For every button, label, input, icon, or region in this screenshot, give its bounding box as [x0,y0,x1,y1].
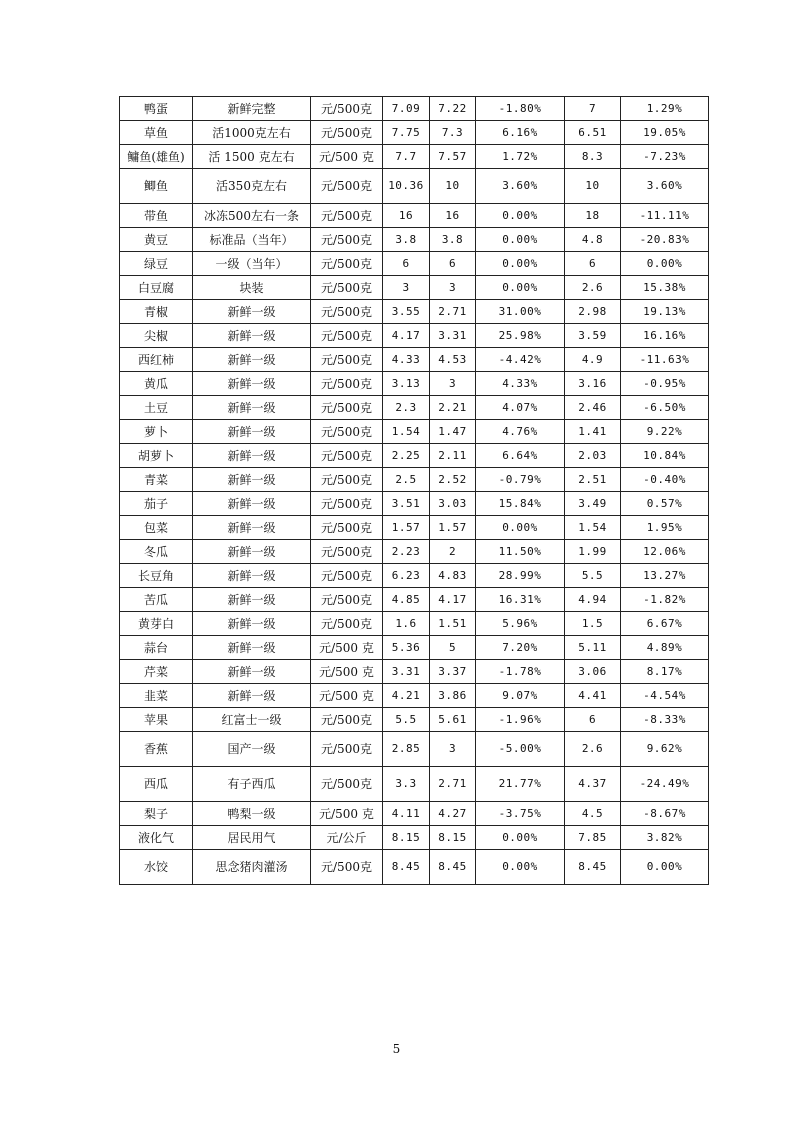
cell-price-previous: 3 [430,732,476,767]
cell-price-reference: 4.37 [565,767,621,802]
table-row [120,169,709,204]
cell-change-reference: 19.13% [621,300,709,324]
cell-change-previous: -1.96% [476,708,565,732]
cell-item-name: 梨子 [120,802,193,826]
cell-change-reference: -0.40% [621,468,709,492]
cell-spec: 国产一级 [193,732,311,767]
cell-change-previous: -4.42% [476,348,565,372]
cell-change-reference: -11.11% [621,204,709,228]
table-row [120,660,709,684]
cell-change-reference: 15.38% [621,276,709,300]
table-row [120,252,709,276]
cell-price-current: 3.8 [383,228,430,252]
cell-item-name: 绿豆 [120,252,193,276]
table-row [120,492,709,516]
cell-change-previous: 0.00% [476,516,565,540]
cell-unit: 元/500 克 [311,660,383,684]
cell-item-name: 尖椒 [120,324,193,348]
cell-price-current: 4.11 [383,802,430,826]
cell-unit: 元/500克 [311,324,383,348]
cell-spec: 新鲜一级 [193,420,311,444]
cell-price-previous: 4.17 [430,588,476,612]
table-row [120,588,709,612]
cell-price-current: 1.57 [383,516,430,540]
cell-item-name: 水饺 [120,850,193,885]
cell-change-previous: 7.20% [476,636,565,660]
cell-change-previous: 25.98% [476,324,565,348]
cell-change-reference: 19.05% [621,121,709,145]
cell-change-previous: 4.76% [476,420,565,444]
cell-unit: 元/500克 [311,767,383,802]
cell-spec: 新鲜一级 [193,300,311,324]
cell-price-reference: 3.16 [565,372,621,396]
cell-price-current: 4.33 [383,348,430,372]
cell-change-reference: -11.63% [621,348,709,372]
cell-unit: 元/公斤 [311,826,383,850]
cell-change-reference: 8.17% [621,660,709,684]
cell-spec: 新鲜一级 [193,348,311,372]
cell-price-reference: 2.6 [565,276,621,300]
cell-unit: 元/500克 [311,300,383,324]
price-table [119,96,709,885]
cell-item-name: 草鱼 [120,121,193,145]
cell-item-name: 鲫鱼 [120,169,193,204]
cell-price-reference: 6 [565,708,621,732]
cell-item-name: 长豆角 [120,564,193,588]
cell-price-reference: 6 [565,252,621,276]
cell-item-name: 黄瓜 [120,372,193,396]
cell-unit: 元/500克 [311,252,383,276]
cell-price-reference: 4.5 [565,802,621,826]
cell-price-previous: 3 [430,276,476,300]
cell-change-reference: 6.67% [621,612,709,636]
cell-price-current: 8.45 [383,850,430,885]
cell-spec: 红富士一级 [193,708,311,732]
cell-price-reference: 2.98 [565,300,621,324]
table-row [120,708,709,732]
cell-change-previous: -1.80% [476,97,565,121]
cell-spec: 新鲜一级 [193,588,311,612]
cell-price-current: 1.6 [383,612,430,636]
cell-change-reference: 9.22% [621,420,709,444]
cell-change-reference: -8.67% [621,802,709,826]
cell-price-previous: 3.86 [430,684,476,708]
cell-unit: 元/500克 [311,396,383,420]
cell-change-previous: 0.00% [476,826,565,850]
cell-item-name: 苹果 [120,708,193,732]
table-row [120,767,709,802]
table-row [120,324,709,348]
cell-unit: 元/500克 [311,420,383,444]
cell-price-reference: 7 [565,97,621,121]
cell-price-reference: 1.5 [565,612,621,636]
cell-price-previous: 2.21 [430,396,476,420]
cell-spec: 新鲜一级 [193,396,311,420]
cell-price-reference: 4.94 [565,588,621,612]
cell-price-reference: 3.59 [565,324,621,348]
cell-price-reference: 8.3 [565,145,621,169]
cell-price-current: 4.17 [383,324,430,348]
table-row [120,468,709,492]
cell-unit: 元/500 克 [311,145,383,169]
cell-spec: 鸭梨一级 [193,802,311,826]
cell-spec: 活350克左右 [193,169,311,204]
cell-price-previous: 1.57 [430,516,476,540]
cell-item-name: 韭菜 [120,684,193,708]
cell-unit: 元/500克 [311,564,383,588]
cell-change-reference: 1.95% [621,516,709,540]
cell-change-reference: 4.89% [621,636,709,660]
cell-price-previous: 3.03 [430,492,476,516]
cell-change-previous: 0.00% [476,850,565,885]
cell-price-previous: 3.8 [430,228,476,252]
cell-change-previous: 31.00% [476,300,565,324]
cell-price-previous: 2 [430,540,476,564]
cell-price-current: 4.21 [383,684,430,708]
cell-change-previous: 1.72% [476,145,565,169]
cell-item-name: 西瓜 [120,767,193,802]
cell-spec: 新鲜一级 [193,540,311,564]
cell-price-current: 2.23 [383,540,430,564]
cell-unit: 元/500克 [311,97,383,121]
cell-price-current: 2.25 [383,444,430,468]
cell-price-reference: 6.51 [565,121,621,145]
cell-price-reference: 3.49 [565,492,621,516]
page-number: 5 [392,1042,401,1056]
cell-price-current: 3.3 [383,767,430,802]
cell-item-name: 黄豆 [120,228,193,252]
cell-change-previous: 3.60% [476,169,565,204]
cell-change-reference: -7.23% [621,145,709,169]
cell-item-name: 液化气 [120,826,193,850]
table-row [120,516,709,540]
cell-spec: 标准品（当年） [193,228,311,252]
cell-change-previous: -3.75% [476,802,565,826]
table-row [120,396,709,420]
cell-price-previous: 8.15 [430,826,476,850]
cell-unit: 元/500克 [311,121,383,145]
cell-item-name: 包菜 [120,516,193,540]
cell-price-reference: 5.11 [565,636,621,660]
cell-change-previous: -1.78% [476,660,565,684]
cell-item-name: 黄芽白 [120,612,193,636]
cell-unit: 元/500克 [311,169,383,204]
cell-spec: 一级（当年） [193,252,311,276]
cell-unit: 元/500 克 [311,636,383,660]
cell-change-previous: 9.07% [476,684,565,708]
cell-price-current: 5.5 [383,708,430,732]
cell-price-current: 2.3 [383,396,430,420]
cell-change-previous: 21.77% [476,767,565,802]
cell-price-reference: 18 [565,204,621,228]
cell-item-name: 苦瓜 [120,588,193,612]
cell-price-previous: 2.71 [430,767,476,802]
table-row [120,826,709,850]
table-row [120,97,709,121]
table-row [120,300,709,324]
cell-price-previous: 3 [430,372,476,396]
cell-change-reference: -1.82% [621,588,709,612]
cell-price-current: 3.31 [383,660,430,684]
cell-price-previous: 6 [430,252,476,276]
cell-change-reference: 3.60% [621,169,709,204]
cell-price-current: 3.13 [383,372,430,396]
cell-price-previous: 1.51 [430,612,476,636]
cell-spec: 思念猪肉灌汤 [193,850,311,885]
table-row [120,802,709,826]
cell-change-reference: -20.83% [621,228,709,252]
cell-spec: 有子西瓜 [193,767,311,802]
cell-unit: 元/500 克 [311,684,383,708]
cell-item-name: 带鱼 [120,204,193,228]
cell-change-reference: 0.57% [621,492,709,516]
cell-unit: 元/500克 [311,228,383,252]
cell-price-previous: 2.71 [430,300,476,324]
cell-change-reference: -8.33% [621,708,709,732]
cell-change-previous: 5.96% [476,612,565,636]
cell-item-name: 青椒 [120,300,193,324]
cell-price-current: 2.85 [383,732,430,767]
cell-change-reference: 1.29% [621,97,709,121]
cell-price-reference: 5.5 [565,564,621,588]
table-row [120,444,709,468]
cell-item-name: 白豆腐 [120,276,193,300]
cell-item-name: 鳙鱼(雄鱼) [120,145,193,169]
cell-unit: 元/500克 [311,444,383,468]
cell-spec: 块装 [193,276,311,300]
cell-item-name: 蒜台 [120,636,193,660]
cell-spec: 新鲜一级 [193,324,311,348]
cell-price-reference: 1.99 [565,540,621,564]
cell-change-previous: 0.00% [476,228,565,252]
cell-price-current: 7.09 [383,97,430,121]
cell-price-previous: 8.45 [430,850,476,885]
cell-unit: 元/500克 [311,468,383,492]
cell-change-reference: 9.62% [621,732,709,767]
cell-price-current: 16 [383,204,430,228]
cell-unit: 元/500克 [311,204,383,228]
cell-price-previous: 1.47 [430,420,476,444]
cell-spec: 活1000克左右 [193,121,311,145]
cell-spec: 新鲜完整 [193,97,311,121]
cell-change-reference: -0.95% [621,372,709,396]
cell-price-previous: 4.83 [430,564,476,588]
table-row [120,636,709,660]
cell-spec: 新鲜一级 [193,516,311,540]
cell-price-previous: 7.22 [430,97,476,121]
cell-unit: 元/500克 [311,588,383,612]
cell-price-reference: 2.6 [565,732,621,767]
cell-price-reference: 4.9 [565,348,621,372]
cell-unit: 元/500克 [311,492,383,516]
cell-unit: 元/500克 [311,708,383,732]
cell-price-previous: 7.3 [430,121,476,145]
cell-spec: 新鲜一级 [193,444,311,468]
cell-item-name: 西红柿 [120,348,193,372]
cell-change-reference: 3.82% [621,826,709,850]
cell-change-previous: 6.64% [476,444,565,468]
cell-price-previous: 7.57 [430,145,476,169]
cell-price-current: 6 [383,252,430,276]
cell-unit: 元/500克 [311,540,383,564]
cell-spec: 居民用气 [193,826,311,850]
cell-price-reference: 8.45 [565,850,621,885]
cell-price-current: 4.85 [383,588,430,612]
cell-change-reference: 16.16% [621,324,709,348]
cell-price-current: 7.7 [383,145,430,169]
cell-change-previous: 6.16% [476,121,565,145]
cell-price-current: 2.5 [383,468,430,492]
table-row [120,732,709,767]
cell-change-reference: 0.00% [621,850,709,885]
cell-spec: 活 1500 克左右 [193,145,311,169]
cell-change-previous: 16.31% [476,588,565,612]
cell-price-reference: 7.85 [565,826,621,850]
cell-spec: 新鲜一级 [193,684,311,708]
cell-unit: 元/500克 [311,372,383,396]
cell-spec: 新鲜一级 [193,612,311,636]
cell-spec: 新鲜一级 [193,372,311,396]
cell-unit: 元/500克 [311,516,383,540]
cell-unit: 元/500克 [311,348,383,372]
cell-price-previous: 5 [430,636,476,660]
table-row [120,612,709,636]
cell-item-name: 冬瓜 [120,540,193,564]
table-row [120,420,709,444]
cell-change-previous: 4.07% [476,396,565,420]
cell-change-previous: 0.00% [476,276,565,300]
table-row [120,564,709,588]
cell-price-current: 6.23 [383,564,430,588]
cell-change-reference: 13.27% [621,564,709,588]
cell-change-previous: 0.00% [476,252,565,276]
cell-item-name: 萝卜 [120,420,193,444]
cell-change-previous: 28.99% [476,564,565,588]
cell-change-previous: 4.33% [476,372,565,396]
cell-item-name: 胡萝卜 [120,444,193,468]
cell-change-reference: -6.50% [621,396,709,420]
table-row [120,228,709,252]
cell-change-reference: -4.54% [621,684,709,708]
cell-price-previous: 5.61 [430,708,476,732]
cell-price-reference: 4.8 [565,228,621,252]
cell-price-reference: 2.46 [565,396,621,420]
cell-price-current: 3.51 [383,492,430,516]
cell-spec: 新鲜一级 [193,636,311,660]
table-row [120,540,709,564]
cell-change-previous: 11.50% [476,540,565,564]
cell-change-reference: 0.00% [621,252,709,276]
cell-spec: 新鲜一级 [193,564,311,588]
cell-price-previous: 3.31 [430,324,476,348]
cell-unit: 元/500克 [311,732,383,767]
cell-unit: 元/500克 [311,612,383,636]
cell-spec: 新鲜一级 [193,660,311,684]
cell-price-previous: 2.52 [430,468,476,492]
cell-change-previous: -5.00% [476,732,565,767]
cell-price-reference: 2.03 [565,444,621,468]
cell-unit: 元/500克 [311,850,383,885]
cell-spec: 新鲜一级 [193,468,311,492]
cell-price-previous: 10 [430,169,476,204]
table-row [120,121,709,145]
cell-price-previous: 3.37 [430,660,476,684]
cell-item-name: 香蕉 [120,732,193,767]
table-row [120,684,709,708]
cell-price-reference: 1.54 [565,516,621,540]
cell-change-reference: -24.49% [621,767,709,802]
cell-price-current: 7.75 [383,121,430,145]
cell-change-previous: -0.79% [476,468,565,492]
cell-price-current: 3.55 [383,300,430,324]
cell-price-current: 8.15 [383,826,430,850]
cell-item-name: 土豆 [120,396,193,420]
cell-change-previous: 0.00% [476,204,565,228]
cell-change-previous: 15.84% [476,492,565,516]
cell-item-name: 青菜 [120,468,193,492]
cell-item-name: 芹菜 [120,660,193,684]
table-row [120,276,709,300]
cell-price-previous: 4.27 [430,802,476,826]
cell-price-reference: 10 [565,169,621,204]
cell-item-name: 鸭蛋 [120,97,193,121]
cell-change-reference: 10.84% [621,444,709,468]
cell-unit: 元/500 克 [311,802,383,826]
cell-price-reference: 3.06 [565,660,621,684]
cell-price-previous: 2.11 [430,444,476,468]
cell-unit: 元/500克 [311,276,383,300]
cell-price-previous: 4.53 [430,348,476,372]
cell-price-current: 10.36 [383,169,430,204]
cell-price-reference: 2.51 [565,468,621,492]
cell-price-reference: 4.41 [565,684,621,708]
cell-spec: 新鲜一级 [193,492,311,516]
cell-spec: 冰冻500左右一条 [193,204,311,228]
cell-price-reference: 1.41 [565,420,621,444]
cell-price-current: 5.36 [383,636,430,660]
table-row [120,372,709,396]
table-body [120,97,709,885]
table-row [120,145,709,169]
table-row [120,204,709,228]
cell-price-current: 1.54 [383,420,430,444]
cell-item-name: 茄子 [120,492,193,516]
cell-change-reference: 12.06% [621,540,709,564]
cell-price-previous: 16 [430,204,476,228]
table-row [120,850,709,885]
cell-price-current: 3 [383,276,430,300]
table-row [120,348,709,372]
